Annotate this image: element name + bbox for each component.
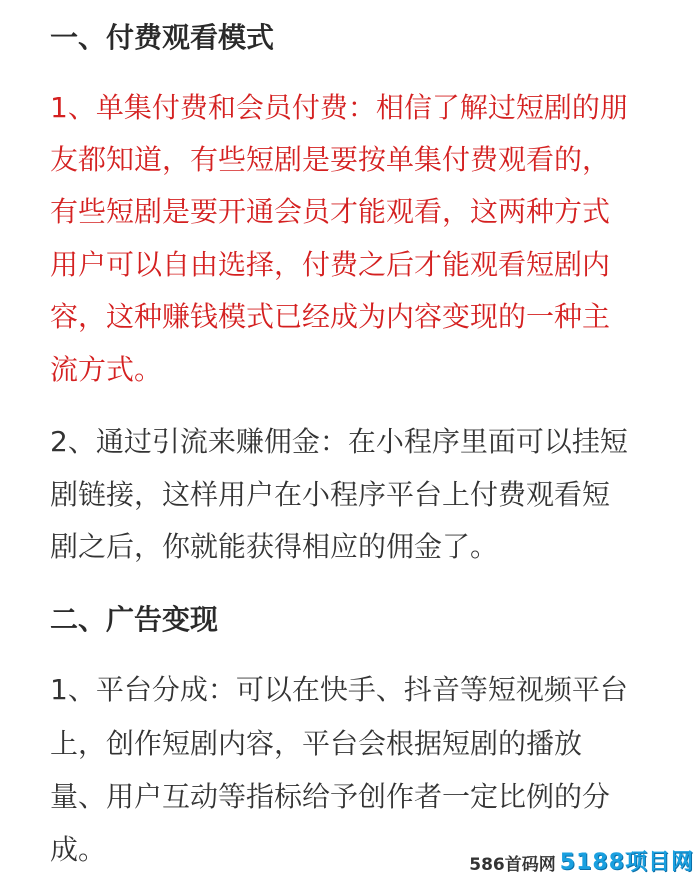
paragraph-line: 有些短剧是要开通会员才能观看，这两种方式 [50,195,611,228]
paragraph-line: 用户可以自由选择，付费之后才能观看短剧内 [50,248,611,281]
watermark-text: 586首码网 [469,855,556,875]
paragraph-line: 2、通过引流来赚佣金：在小程序里面可以挂短 [50,425,628,458]
paragraph-line: 剧链接，这样用户在小程序平台上付费观看短 [50,478,611,511]
paragraph-line: 量、用户互动等指标给予创作者一定比例的分 [50,780,611,813]
paragraph-line: 容，这种赚钱模式已经成为内容变现的一种主 [50,300,611,333]
section-2-heading: 二、广告变现 [50,603,219,636]
section-1-heading: 一、付费观看模式 [50,21,275,54]
paragraph-line: 上，创作短剧内容，平台会根据短剧的播放 [50,727,583,760]
site-watermark [469,848,694,874]
paragraph-line: 成。 [50,833,107,866]
paragraph-line: 1、平台分成：可以在快手、抖音等短视频平台 [50,673,628,706]
paragraph-line: 剧之后，你就能获得相应的佣金了。 [50,530,499,563]
watermark-logo: 5188项目网 [559,850,694,875]
paragraph-line: 友都知道，有些短剧是要按单集付费观看的， [50,143,611,176]
paragraph-line: 流方式。 [50,353,163,386]
paragraph-line: 1、单集付费和会员付费：相信了解过短剧的朋 [50,91,628,124]
